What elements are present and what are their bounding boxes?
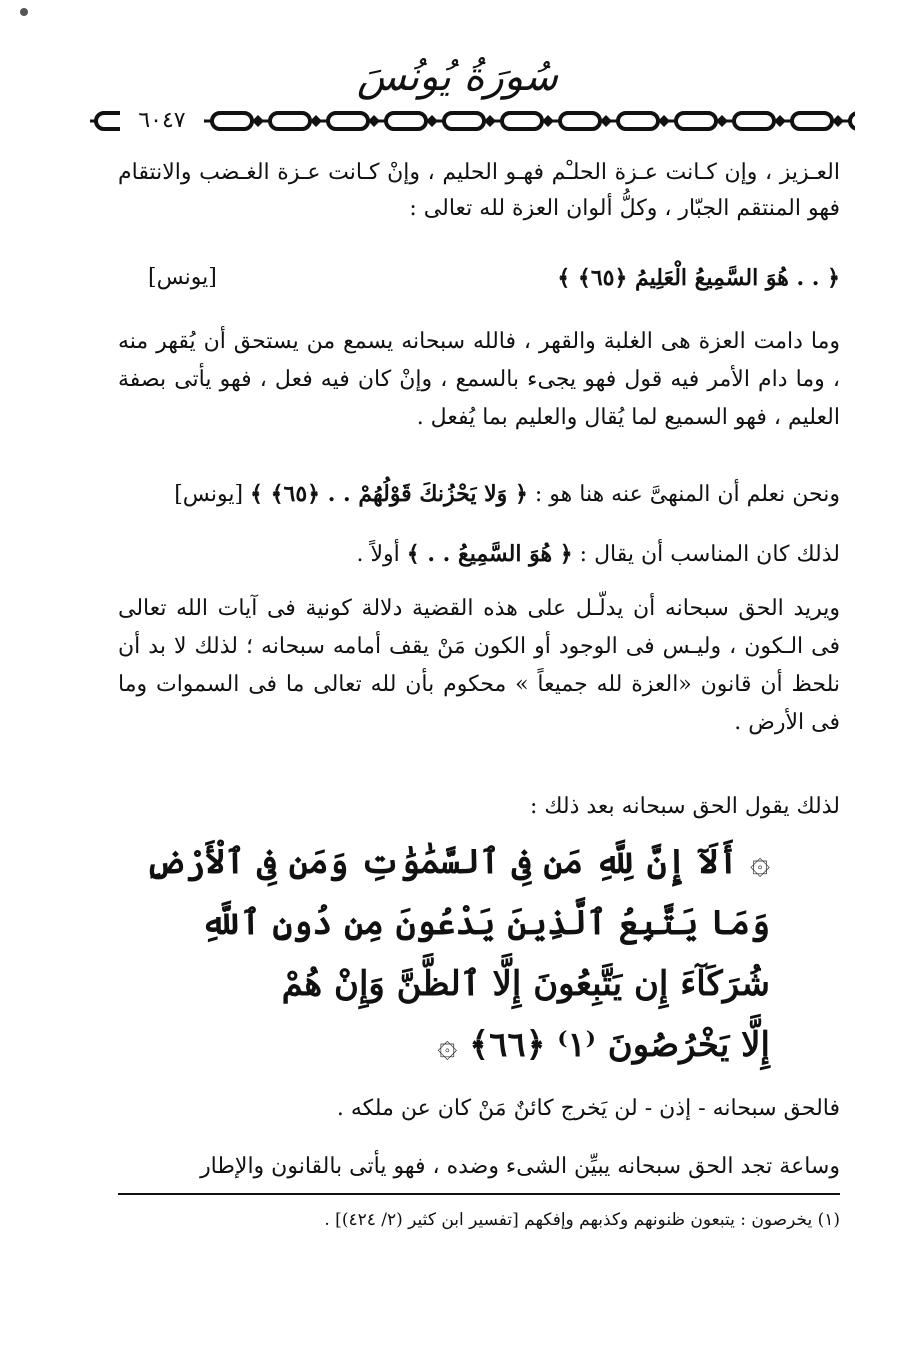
paragraph-3 xyxy=(118,475,840,514)
ayah-end-ornament-icon: ۞ xyxy=(437,1025,458,1065)
ayah-line-2: وَمَا يَتَّبِعُ ٱلَّذِينَ يَدْعُونَ مِن دُونِ ٱللَّهِ xyxy=(200,903,770,943)
verse-quote: ﴿ . . هُوَ السَّمِيعُ الْعَلِيمُ ﴿٦٥﴾ ﴾ xyxy=(557,265,840,291)
ayah-line-3: شُرَكَآءَ إِن يَتَّبِعُونَ إِلَّا ٱلظَّنَّ وَإِنْ هُمْ xyxy=(281,964,770,1004)
verse-line-1 xyxy=(118,265,840,305)
ayah-line-4-text: إِلَّا يَخْرُصُونَ ⁽١⁾ ﴿٦٦﴾ xyxy=(469,1025,770,1065)
paragraph-6: لذلك يقول الحق سبحانه بعد ذلك : xyxy=(529,794,840,819)
verse-quote-3: ﴿ هُوَ السَّمِيعُ . . ﴾ xyxy=(406,541,573,567)
page-number: ٦٠٤٧ xyxy=(120,106,204,136)
paragraph-5: ويريد الحق سبحانه أن يدلّـل على هذه القضية دلالة كونية فى آيات الله تعالى فى الـكون ، وليـس فى الوجود أو الكون مَنْ يقف أمامه سبحانه ؛ لذلك لا بد أن نلحظ أن قانون «العزة لله جميعاً » محكوم بأن لله تعالى ما فى السموات وما فى الأرض . xyxy=(118,596,840,735)
verse-quote-2: ﴿ وَلا يَحْزُنكَ قَوْلُهُمْ . . ﴿٦٥﴾ ﴾ xyxy=(250,481,528,507)
header-ornament-band xyxy=(90,106,855,136)
ayah-line-1-text: أَلَآ إِنَّ لِلَّهِ مَن فِى ٱلسَّمَٰوَٰتِ وَمَن فِى ٱلْأَرْضِ xyxy=(145,842,739,882)
surah-reference-2: [يونس] xyxy=(174,482,244,507)
scan-mark xyxy=(20,8,28,16)
footnote-divider xyxy=(118,1193,840,1195)
quran-ayah-block xyxy=(145,832,770,1076)
paragraph-8: وساعة تجد الحق سبحانه يبيِّن الشىء وضده ، فهو يأتى بالقانون والإطار xyxy=(200,1154,840,1179)
surah-reference: [يونس] xyxy=(148,265,217,290)
ayah-line-4 xyxy=(150,1015,770,1076)
paragraph-3-text: ونحن نعلم أن المنهىَّ عنه هنا هو : xyxy=(534,482,840,507)
chain-ornament-icon xyxy=(90,106,855,136)
footnote: (١) يخرصون : يتبعون ظنونهم وكذبهم وإفكهم [تفسير ابن كثير (٢/ ٤٢٤)] . xyxy=(324,1210,840,1230)
ayah-start-ornament-icon: ۞ xyxy=(750,842,770,882)
paragraph-4-text: لذلك كان المناسب أن يقال : xyxy=(579,542,840,567)
paragraph-7: فالحق سبحانه - إذن - لن يَخرج كائنٌ مَنْ كان عن ملكه . xyxy=(336,1096,840,1121)
paragraph-4-tail: أولاً . xyxy=(356,542,400,567)
paragraph-2: وما دامت العزة هى الغلبة والقهر ، فالله سبحانه يسمع من يستحق أن يُقهر منه ، وما دام الأمر فيه قول فهو يجىء بالسمع ، وإنْ كان فيه فعل ، فهو يأتى بصفة العليم ، فهو السميع لما يُقال والعليم بما يُفعل . xyxy=(118,329,840,430)
paragraph-4 xyxy=(118,535,840,574)
paragraph-1: العـزيز ، وإن كـانت عـزة الحلـْم فهـو الحليم ، وإنْ كـانت عـزة الغـضب والانتقام فهو المنتقم الجبّار ، وكلُّ ألوان العزة لله تعالى : xyxy=(118,160,840,221)
ayah-line-1 xyxy=(145,832,770,893)
surah-title: سُورَةُ يُونُسَ xyxy=(356,54,559,100)
